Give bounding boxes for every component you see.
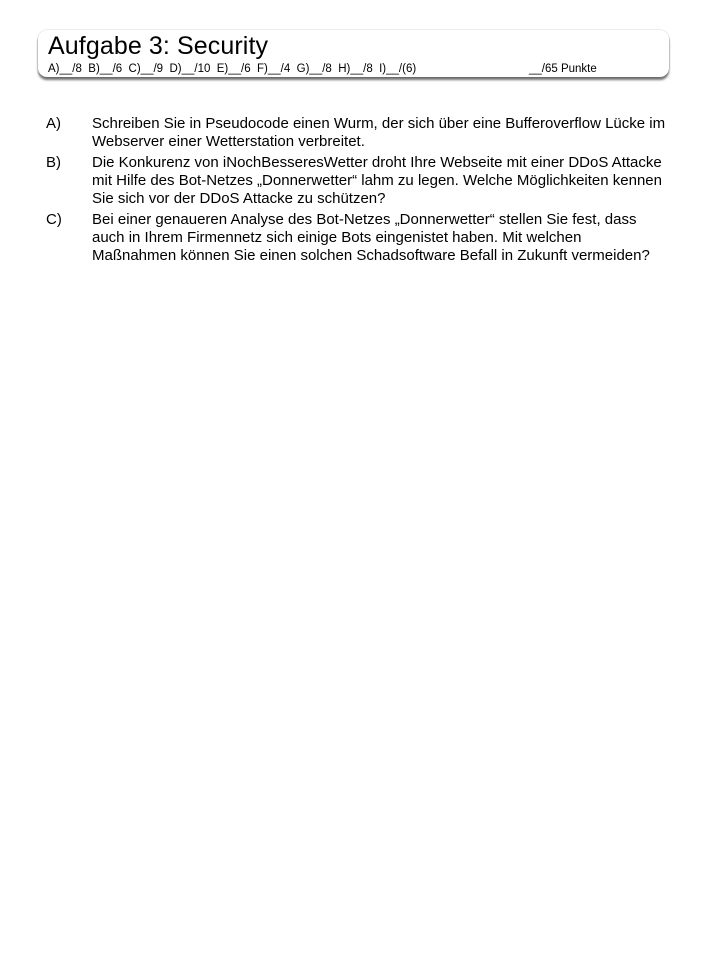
- task-text: Schreiben Sie in Pseudocode einen Wurm, der sich über eine Bufferoverflow Lücke im Webserver einer Wetterstation verbreitet.: [92, 115, 666, 150]
- score-breakdown: A)__/8 B)__/6 C)__/9 D)__/10 E)__/6 F)__/4 G)__/8 H)__/8 I)__/(6): [48, 63, 417, 75]
- task-label: A): [46, 115, 61, 132]
- task-item-c: [46, 211, 666, 265]
- task-header-box: [38, 30, 669, 77]
- task-label: C): [46, 211, 62, 228]
- task-item-a: [46, 115, 666, 151]
- page-title: Aufgabe 3: Security: [48, 32, 269, 60]
- task-label: B): [46, 154, 61, 171]
- task-text: Bei einer genaueren Analyse des Bot-Netzes „Donnerwetter“ stellen Sie fest, dass auch in Ihrem Firmennetz sich einige Bots eingenistet haben. Mit welchen Maßnahmen können Sie einen solchen Schadsoftware Befall in Zukunft vermeiden?: [92, 211, 650, 264]
- task-text: Die Konkurenz von iNochBesseresWetter droht Ihre Webseite mit einer DDoS Attacke mit Hilfe des Bot-Netzes „Donnerwetter“ lahm zu legen. Welche Möglichkeiten kennen Sie sich vor der DDoS Attacke zu schützen?: [92, 154, 662, 207]
- task-list: [46, 115, 666, 268]
- task-item-b: [46, 154, 666, 208]
- total-points: __/65 Punkte: [529, 63, 597, 75]
